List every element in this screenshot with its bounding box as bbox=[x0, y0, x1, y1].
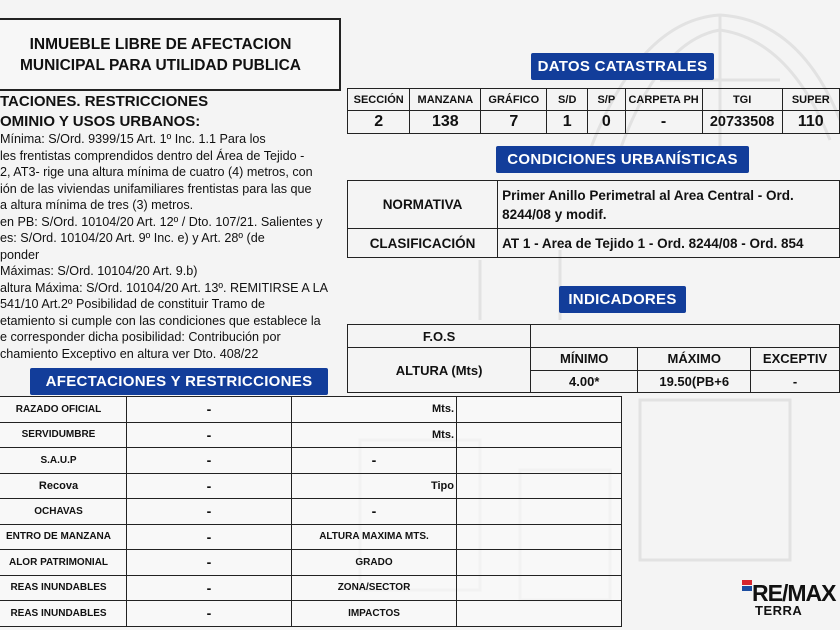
afect-label2: ZONA/SECTOR bbox=[292, 575, 457, 601]
afect-value2 bbox=[457, 422, 622, 448]
afect-value: - bbox=[127, 397, 292, 423]
normativa-line-1: Primer Anillo Perimetral al Area Central - Ord. bbox=[502, 187, 794, 203]
catastro-header: SUPER bbox=[782, 89, 839, 111]
catastro-header: S/D bbox=[547, 89, 588, 111]
afect-label2: Tipo bbox=[292, 473, 457, 499]
maximo-value: 19.50(PB+6 bbox=[638, 370, 751, 393]
afect-label: SERVIDUMBRE bbox=[0, 422, 127, 448]
afect-value2 bbox=[457, 575, 622, 601]
afect-value: - bbox=[127, 473, 292, 499]
note-line: e corresponder dicha posibilidad: Contribución por bbox=[0, 330, 281, 344]
afect-label: REAS INUNDABLES bbox=[0, 601, 127, 627]
afect-value: - bbox=[127, 422, 292, 448]
title-box bbox=[0, 18, 341, 91]
afect-label: REAS INUNDABLES bbox=[0, 575, 127, 601]
note-line: es: S/Ord. 10104/20 Art. 9º Inc. e) y Art. 28º (de bbox=[0, 231, 265, 245]
catastro-value: 20733508 bbox=[702, 111, 782, 134]
note-line: 2, AT3- rige una altura mínima de cuatro (4) metros, con bbox=[0, 165, 313, 179]
afect-label: OCHAVAS bbox=[0, 499, 127, 525]
table-row bbox=[0, 448, 622, 474]
note-line: a altura mínima de tres (3) metros. bbox=[0, 198, 194, 212]
usos-urbanos-heading: OMINIO Y USOS URBANOS: bbox=[0, 113, 201, 130]
remax-logo-subtext: TERRA bbox=[755, 603, 803, 618]
afect-label2: - bbox=[292, 499, 457, 525]
catastro-header: SECCIÓN bbox=[348, 89, 410, 111]
indicadores-label: INDICADORES bbox=[559, 286, 686, 313]
afect-label2: Mts. bbox=[292, 422, 457, 448]
note-line: etamiento si cumple con las condiciones que establece la bbox=[0, 313, 321, 328]
afect-value2 bbox=[457, 499, 622, 525]
afect-value: - bbox=[127, 448, 292, 474]
remax-logo-text: RE/MAX bbox=[752, 580, 836, 606]
maximo-header: MÁXIMO bbox=[638, 348, 751, 371]
afect-value2 bbox=[457, 473, 622, 499]
catastro-value: 7 bbox=[481, 111, 547, 134]
afectaciones-label: AFECTACIONES Y RESTRICCIONES bbox=[30, 368, 328, 395]
excepcional-value: - bbox=[751, 370, 840, 393]
afect-label: Recova bbox=[0, 473, 127, 499]
table-row bbox=[348, 89, 840, 111]
table-row bbox=[0, 422, 622, 448]
normativa-label: NORMATIVA bbox=[348, 181, 498, 229]
table-row bbox=[348, 229, 840, 258]
afect-label: ENTRO DE MANZANA bbox=[0, 524, 127, 550]
afect-value: - bbox=[127, 550, 292, 576]
fos-value bbox=[531, 325, 840, 348]
afect-label: ALOR PATRIMONIAL bbox=[0, 550, 127, 576]
afect-label2: ALTURA MAXIMA MTS. bbox=[292, 524, 457, 550]
table-row bbox=[348, 181, 840, 229]
title-line-1: INMUEBLE LIBRE DE AFECTACION bbox=[29, 35, 292, 53]
catastro-header: GRÁFICO bbox=[481, 89, 547, 111]
catastro-header: TGI bbox=[702, 89, 782, 111]
catastro-header: S/P bbox=[588, 89, 625, 111]
excepcional-header: EXCEPTIV bbox=[751, 348, 840, 371]
altura-label: ALTURA (Mts) bbox=[348, 348, 531, 393]
note-line: ponder bbox=[0, 247, 40, 262]
afect-label2: - bbox=[292, 448, 457, 474]
minimo-value: 4.00* bbox=[531, 370, 638, 393]
catastro-value: 138 bbox=[410, 111, 481, 134]
table-row bbox=[0, 550, 622, 576]
table-row bbox=[0, 499, 622, 525]
datos-catastrales-label: DATOS CATASTRALES bbox=[531, 53, 714, 80]
restricciones-heading: TACIONES. RESTRICCIONES bbox=[0, 93, 209, 110]
note-line: 541/10 Art.2º Posibilidad de constituir Tramo de bbox=[0, 297, 266, 311]
clasificacion-value: AT 1 - Area de Tejido 1 - Ord. 8244/08 - Ord. 854 bbox=[498, 229, 840, 258]
afect-value: - bbox=[127, 601, 292, 627]
note-line: les frentistas comprendidos dentro del Área de Tejido - bbox=[0, 148, 305, 163]
table-row bbox=[0, 601, 622, 627]
note-line: altura Máxima: S/Ord. 10104/20 Art. 13º. REMITIRSE A LA bbox=[0, 280, 328, 295]
fos-label: F.O.S bbox=[348, 325, 531, 348]
afect-value2 bbox=[457, 448, 622, 474]
afectaciones-table bbox=[0, 396, 622, 627]
note-line: Mínima: S/Ord. 9399/15 Art. 1º Inc. 1.1 Para los bbox=[0, 132, 266, 146]
afect-label: RAZADO OFICIAL bbox=[0, 397, 127, 423]
catastro-value: - bbox=[625, 111, 702, 134]
afect-label2: GRADO bbox=[292, 550, 457, 576]
note-line: ión de las viviendas unifamiliares frentistas para las que bbox=[0, 181, 312, 196]
catastro-table bbox=[347, 88, 840, 134]
indicadores-table bbox=[347, 324, 840, 393]
minimo-header: MÍNIMO bbox=[531, 348, 638, 371]
afect-value2 bbox=[457, 601, 622, 627]
afect-value: - bbox=[127, 575, 292, 601]
afect-label2: Mts. bbox=[292, 397, 457, 423]
catastro-value: 110 bbox=[782, 111, 839, 134]
catastro-value: 2 bbox=[348, 111, 410, 134]
catastro-header: MANZANA bbox=[410, 89, 481, 111]
afect-value2 bbox=[457, 524, 622, 550]
urbanisticas-table bbox=[347, 180, 840, 258]
table-row bbox=[0, 397, 622, 423]
table-row bbox=[348, 111, 840, 134]
table-row bbox=[0, 524, 622, 550]
catastro-header: CARPETA PH bbox=[625, 89, 702, 111]
note-line: Máximas: S/Ord. 10104/20 Art. 9.b) bbox=[0, 264, 198, 278]
afect-value2 bbox=[457, 550, 622, 576]
afect-label: S.A.U.P bbox=[0, 448, 127, 474]
clasificacion-label: CLASIFICACIÓN bbox=[348, 229, 498, 258]
afect-value2 bbox=[457, 397, 622, 423]
afect-value: - bbox=[127, 524, 292, 550]
normativa-value bbox=[498, 181, 840, 229]
note-line: en PB: S/Ord. 10104/20 Art. 12º / Dto. 107/21. Salientes y bbox=[0, 214, 323, 229]
catastro-value: 0 bbox=[588, 111, 625, 134]
catastro-value: 1 bbox=[547, 111, 588, 134]
normativa-line-2: 8244/08 y modif. bbox=[502, 206, 607, 222]
title-line-2: MUNICIPAL PARA UTILIDAD PUBLICA bbox=[20, 56, 301, 74]
condiciones-urbanisticas-label: CONDICIONES URBANÍSTICAS bbox=[496, 146, 749, 173]
table-row bbox=[0, 473, 622, 499]
afect-value: - bbox=[127, 499, 292, 525]
table-row bbox=[348, 348, 840, 371]
note-line: chamiento Exceptivo en altura ver Dto. 408/22 bbox=[0, 346, 259, 361]
table-row bbox=[348, 325, 840, 348]
afect-label2: IMPACTOS bbox=[292, 601, 457, 627]
table-row bbox=[0, 575, 622, 601]
